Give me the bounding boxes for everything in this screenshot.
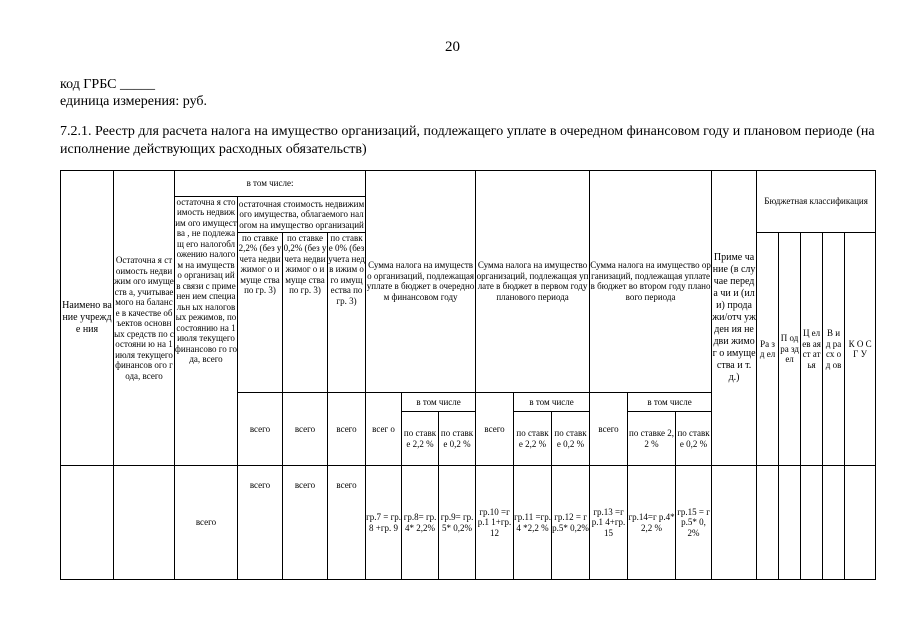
rate-0-2-total: всего [283, 392, 328, 466]
formula-gr10: гр.10 =гр.1 1+гр. 12 [476, 466, 514, 580]
first-plan-year-total: всего [476, 392, 514, 466]
row-expense-type [823, 466, 845, 580]
col-podrazdel: П од ра зд ел [779, 232, 801, 466]
row-rate-0-total: всего [328, 466, 366, 580]
row-special-total: всего [175, 466, 238, 580]
first-plan-year-including: в том числе [514, 392, 590, 411]
row-rate-0-2-total: всего [283, 466, 328, 580]
col-rate-2-2: по ставке 2,2% (без учета недви жимог о имуще ства по гр. 3) [238, 232, 283, 392]
second-plan-year-rate-2-2: по ставке 2,2 % [628, 412, 676, 466]
formula-gr9: гр.9= гр.5* 0,2% [439, 466, 476, 580]
current-year-including: в том числе [402, 392, 476, 411]
second-plan-year-rate-0-2: по ставк е 0,2 % [676, 412, 712, 466]
col-razdel: Ра зд ел [757, 232, 779, 466]
col-kosgu: К О С Г У [845, 232, 876, 466]
current-year-total: всег о [366, 392, 402, 466]
taxable-value-header: остаточная стоимость недвижимого имущества, облагаемого налогом на имущество организаций [238, 196, 366, 232]
col-target-item: Ц ел ев ая ст ат ья [801, 232, 823, 466]
row-podrazdel [779, 466, 801, 580]
formula-gr7: гр.7 = гр.8 +гр. 9 [366, 466, 402, 580]
second-plan-year-total: всего [590, 392, 628, 466]
including-header: в том числе: [175, 171, 366, 197]
page-number: 20 [445, 39, 460, 55]
rate-0-total: всего [328, 392, 366, 466]
budget-classification-header: Бюджетная классификация [757, 171, 876, 233]
second-plan-year-including: в том числе [628, 392, 712, 411]
tax-current-year-header: Сумма налога на имущество организаций, подлежащая уплате в бюджет в очередном финансовом году [366, 171, 476, 393]
tax-first-plan-year-header: Сумма налога на имущество организаций, подлежащая уплате в бюджет в первом году планового периода [476, 171, 590, 393]
col-residual-value: Остаточна я стоимость недвижим ого имуществ а, учитывае мого на балансе в качестве объектов основных средств по состояни ю на 1 июля текущего финансов ого года, всего [114, 171, 175, 466]
row-kosgu [845, 466, 876, 580]
section-title: 7.2.1. Реестр для расчета налога на имущество организаций, подлежащего уплате в очередном финансовом году и плановом периоде (на исполнение действующих расходных обязательств) [60, 124, 875, 157]
formula-gr11: гр.11 =гр.4 *2,2 % [514, 466, 552, 580]
row-note [712, 466, 757, 580]
formula-gr12: гр.12 = гр.5* 0,2% [552, 466, 590, 580]
row-target-item [801, 466, 823, 580]
row-blank-name [61, 466, 114, 580]
rate-2-2-total: всего [238, 392, 283, 466]
col-rate-0: по ставк е 0% (без учета недв ижим ого имущ ества по гр. 3) [328, 232, 366, 392]
current-year-rate-2-2: по ставк е 2,2 % [402, 412, 439, 466]
first-plan-year-rate-2-2: по ставк е 2,2 % [514, 412, 552, 466]
col-note: Приме чание (в случае переда чи и (или) прода жи/отч ужден ия недви жимог о имуще ства и т.д.) [712, 171, 757, 466]
formula-gr8: гр.8= гр.4* 2,2% [402, 466, 439, 580]
formula-gr13: гр.13 =гр.1 4+гр. 15 [590, 466, 628, 580]
formula-gr14: гр.14=г р.4*2,2 % [628, 466, 676, 580]
col-expense-type: В и д ра сх од ов [823, 232, 845, 466]
formula-gr15: гр.15 = гр.5* 0,2% [676, 466, 712, 580]
col-institution-name: Наимено вание учрежде ния [61, 171, 114, 466]
tax-second-plan-year-header: Сумма налога на имущество организаций, подлежащая уплате в бюджет во втором году планового периода [590, 171, 712, 393]
current-year-rate-0-2: по ставк е 0,2 % [439, 412, 476, 466]
grbs-code-line: код ГРБС _____ [60, 77, 155, 92]
first-plan-year-rate-0-2: по ставк е 0,2 % [552, 412, 590, 466]
tax-registry-table [60, 170, 876, 580]
row-rate-2-2-total: всего [238, 466, 283, 580]
unit-line: единица измерения: руб. [60, 94, 208, 109]
col-rate-0-2: по ставке 0,2% (без учета недви жимог о имуще ства по гр. 3) [283, 232, 328, 392]
row-residual-total [114, 466, 175, 580]
col-special-regime-value: остаточна я стоимость недвижим ого имущества , не подлежащ его налогобл ожению налогом на имуществ о организац ий в связи с применен ием специальн ых налоговых режимов, по состоянию на 1 июля текущего финансово го года, всего [175, 196, 238, 465]
row-razdel [757, 466, 779, 580]
document-header [60, 76, 207, 110]
